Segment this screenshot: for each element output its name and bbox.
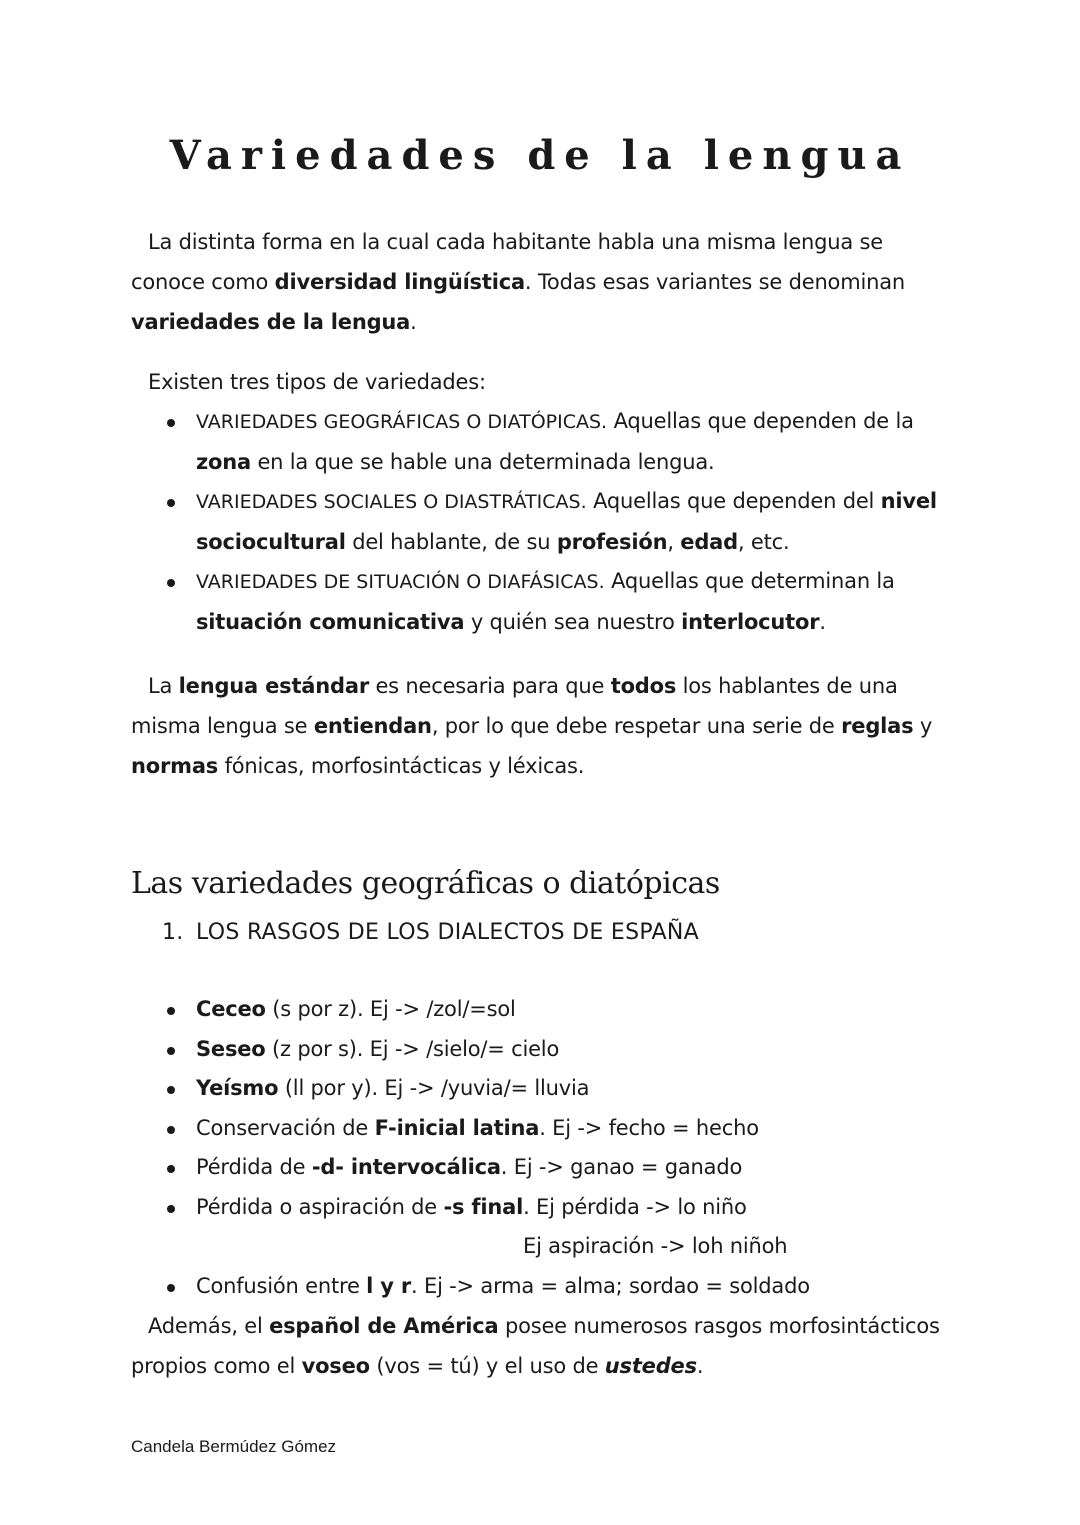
- standard-bold: todos: [610, 674, 677, 698]
- trait-text: (z por s). Ej -> /sielo/= cielo: [265, 1036, 560, 1061]
- trait-text: Confusión entre: [196, 1273, 367, 1298]
- standard-text: y: [913, 714, 933, 738]
- type-bold: interlocutor: [681, 609, 820, 634]
- america-text: posee numerosos rasgos morfosintácticos propios como el: [131, 1314, 940, 1378]
- trait-bold: -d- intervocálica: [311, 1155, 501, 1179]
- trait-text: (s por z). Ej -> /zol/=sol: [265, 997, 516, 1021]
- standard-bold: lengua estándar: [178, 674, 369, 698]
- trait-text: . Ej -> ganao = ganado: [500, 1155, 743, 1179]
- standard-text: es necesaria para que: [368, 674, 611, 698]
- trait-bold: l y r: [366, 1273, 412, 1298]
- list-item: [131, 562, 946, 642]
- author-footer: Candela Bermúdez Gómez: [131, 1437, 337, 1456]
- type-bold: edad: [680, 529, 738, 554]
- america-text: (vos = tú) y el uso de: [369, 1354, 605, 1378]
- list-number: 1.: [162, 920, 184, 945]
- standard-text: , por lo que debe respetar una serie de: [431, 714, 842, 738]
- list-item-continuation: [131, 1227, 946, 1267]
- list-item: [131, 482, 946, 562]
- type-text: del hablante, de su: [345, 529, 557, 554]
- trait-bold: -s final: [443, 1194, 524, 1219]
- intro-text-2: . Todas esas variantes se denominan: [524, 270, 905, 294]
- type-bold: situación comunicativa: [196, 609, 465, 634]
- standard-bold: normas: [131, 754, 219, 778]
- intro-text-3: .: [410, 310, 417, 334]
- trait-text: . Ej -> arma = alma; sordao = soldado: [411, 1273, 810, 1298]
- type-text: .: [819, 609, 826, 634]
- america-paragraph: [131, 1306, 946, 1386]
- type-text: ,: [667, 529, 681, 554]
- types-lead: [131, 362, 946, 402]
- trait-bold: F-inicial latina: [374, 1115, 540, 1140]
- types-list: [131, 402, 946, 642]
- section-heading: Las variedades geográficas o diatópicas: [131, 866, 720, 901]
- numbered-subheading: [162, 920, 699, 945]
- standard-paragraph: [131, 666, 946, 786]
- trait-text: . Ej pérdida -> lo niño: [523, 1194, 747, 1219]
- trait-bold: Seseo: [196, 1036, 266, 1061]
- standard-text: los hablantes de una misma lengua se: [131, 674, 898, 738]
- trait-text: (ll por y). Ej -> /yuvia/= lluvia: [278, 1076, 590, 1100]
- standard-bold: entiendan: [313, 714, 432, 738]
- subheading-text: LOS RASGOS DE LOS DIALECTOS DE ESPAÑA: [196, 920, 699, 945]
- standard-bold: reglas: [841, 714, 914, 738]
- standard-text: La: [148, 674, 179, 698]
- trait-text: Ej aspiración -> loh niñoh: [523, 1234, 788, 1258]
- type-text: y quién sea nuestro: [464, 609, 682, 634]
- america-bold-italic: ustedes: [604, 1354, 697, 1378]
- america-text: Además, el: [148, 1314, 270, 1338]
- type-text: , etc.: [737, 529, 790, 554]
- trait-text: Pérdida de: [196, 1155, 312, 1179]
- type-text: Aquellas que dependen del: [586, 489, 881, 513]
- intro-bold-1: diversidad lingüística: [274, 270, 525, 294]
- trait-text: Pérdida o aspiración de: [196, 1194, 444, 1219]
- page-title: Variedades de la lengua: [169, 132, 911, 179]
- type-caps: VARIEDADES DE SITUACIÓN O DIAFÁSICAS.: [196, 571, 605, 593]
- america-bold: voseo: [301, 1354, 370, 1378]
- list-item: [131, 1109, 946, 1149]
- intro-text-1: La distinta forma en la cual cada habitante habla una misma lengua se conoce como: [131, 230, 883, 294]
- trait-text: . Ej -> fecho = hecho: [539, 1115, 759, 1140]
- list-item: [131, 1188, 946, 1228]
- type-text: Aquellas que determinan la: [604, 569, 895, 593]
- type-bold: nivel sociocultural: [196, 489, 937, 554]
- trait-bold: Yeísmo: [196, 1076, 279, 1100]
- types-lead-text: Existen tres tipos de variedades:: [148, 370, 486, 394]
- type-caps: VARIEDADES GEOGRÁFICAS O DIATÓPICAS.: [196, 411, 608, 433]
- type-bold: profesión: [556, 529, 668, 554]
- intro-paragraph: [131, 222, 946, 342]
- type-text: Aquellas que dependen de la: [607, 409, 914, 433]
- type-bold: zona: [196, 449, 251, 474]
- list-item: [131, 990, 946, 1030]
- type-caps: VARIEDADES SOCIALES O DIASTRÁTICAS.: [196, 491, 587, 513]
- america-bold: español de América: [269, 1314, 499, 1338]
- trait-text: Conservación de: [196, 1115, 375, 1140]
- type-text: en la que se hable una determinada lengua.: [250, 449, 715, 474]
- traits-list: [131, 990, 946, 1306]
- list-item: [131, 1148, 946, 1188]
- intro-bold-2: variedades de la lengua: [131, 310, 411, 334]
- list-item: [131, 402, 946, 482]
- america-text: .: [696, 1354, 704, 1378]
- list-item: [131, 1030, 946, 1070]
- trait-bold: Ceceo: [196, 997, 266, 1021]
- list-item: [131, 1069, 946, 1109]
- standard-text: fónicas, morfosintácticas y léxicas.: [218, 754, 585, 778]
- list-item: [131, 1267, 946, 1307]
